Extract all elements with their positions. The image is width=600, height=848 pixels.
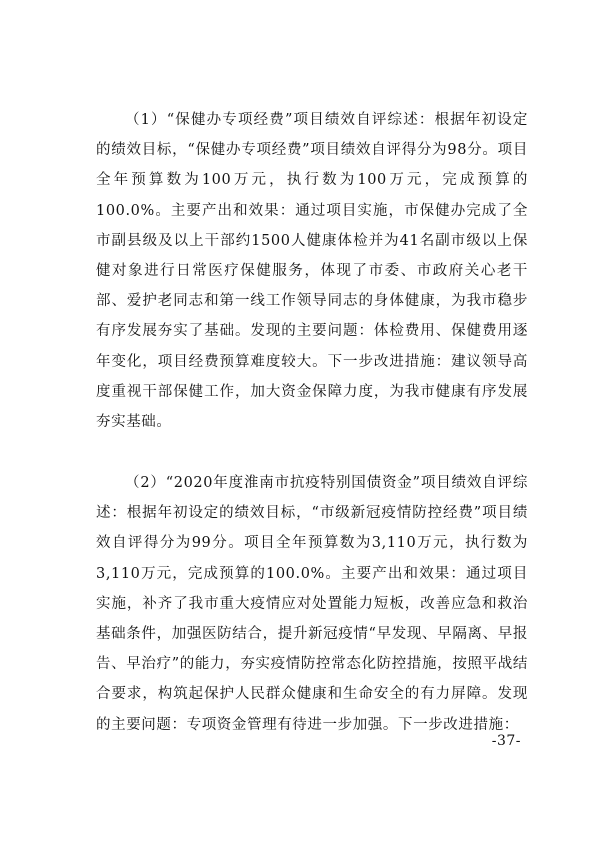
page-number: -37-	[491, 733, 521, 749]
paragraph-health-office-fund: （1）“保健办专项经费”项目绩效自评综述：根据年初设定的绩效目标，“保健办专项经费”项目绩效自评得分为98分。项目全年预算数为100万元，执行数为100万元，完成预算的100.0%。主要产出和效果：通过项目实施，市保健办完成了全市副县级及以上干部约1500人健康体检并为41名副市级以上保健对象进行日常医疗保健服务，体现了市委、市政府关心老干部、爱护老同志和第一线工作领导同志的身体健康，为我市稳步有序发展夯实了基础。发现的主要问题：体检费用、保健费用逐年变化，项目经费预算难度较大。下一步改进措施：建议领导高度重视干部保健工作，加大资金保障力度，为我市健康有序发展夯实基础。	[96, 112, 528, 431]
paragraph-anti-epidemic-bond-fund: （2）“2020年度淮南市抗疫特别国债资金”项目绩效自评综述：根据年初设定的绩效目标，“市级新冠疫情防控经费”项目绩效自评得分为99分。项目全年预算数为3,110万元，执行数为3,110万元，完成预算的100.0%。主要产出和效果：通过项目实施，补齐了我市重大疫情应对处置能力短板，改善应急和救治基础条件，加强医防结合，提升新冠疫情“早发现、早隔离、早报告、早治疗”的能力，夯实疫情防控常态化防控措施，按照平战结合要求，构筑起保护人民群众健康和生命安全的有力屏障。发现的主要问题：专项资金管理有待进一步加强。下一步改进措施：	[96, 475, 528, 733]
